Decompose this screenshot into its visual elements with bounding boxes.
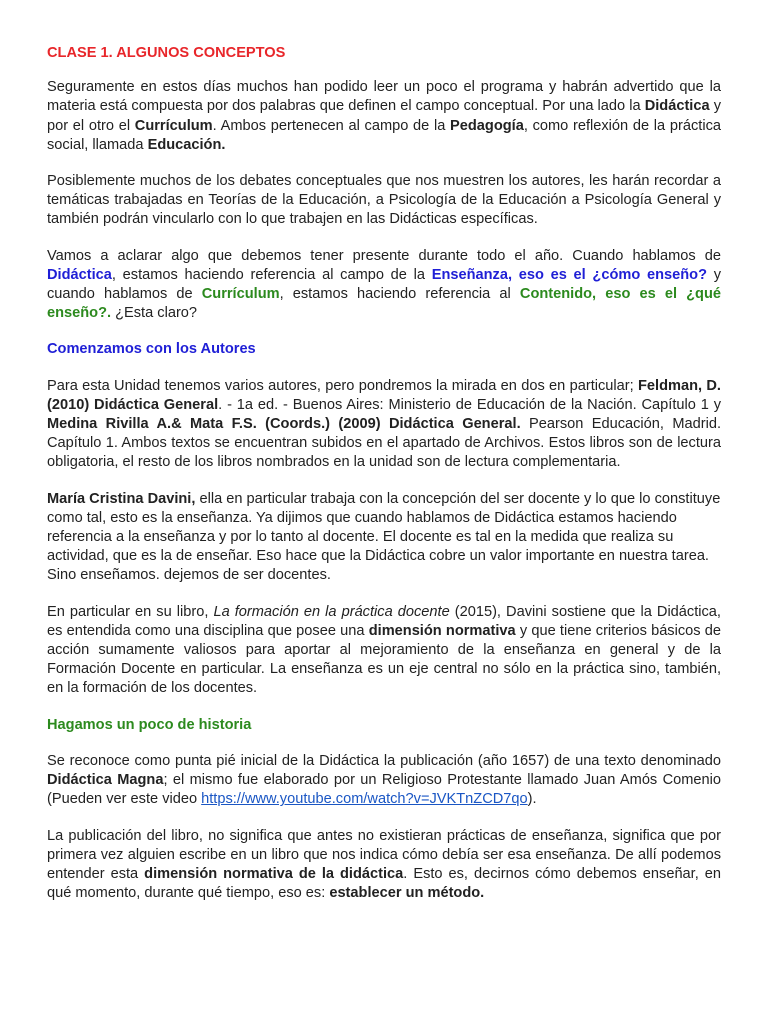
paragraph-intro [47,78,721,155]
text: , como reflexión de la práctica social, llamada [47,117,721,153]
text: Seguramente en estos días muchos han podido leer un poco el programa y habrán advertido que la materia está compuesta por dos palabras que definen el campo conceptual. Por una lado la [47,79,721,115]
paragraph-history [47,752,721,810]
author-davini: María Cristina Davini, [47,490,196,507]
text: y que tiene criterios básicos de acción sumamente valiosos para aportar al mejoramiento de la enseñanza en general y de la Formación Docente en particular. La enseñanza es un eje central no sólo en la práctica sino, también, en la formación de los docentes. [47,622,721,697]
reference-feldman: Feldman, D. (2010) Didáctica General [47,377,721,413]
text: (2015), Davini sostiene que la Didáctica, es entendida como una disciplina que posee una [47,603,721,639]
book-title: La formación en la práctica docente [213,603,450,620]
text: En particular en su libro, [47,603,214,620]
paragraph-debates: Posiblemente muchos de los debates conceptuales que nos muestren los autores, les harán recordar a temáticas trabajadas en Teorías de la Educación, a Psicología de la Educación a Psicología General y también podrán vincularlo con lo que trabajen en las Didácticas específicas. [47,173,721,228]
page-title: CLASE 1. ALGUNOS CONCEPTOS [47,45,286,61]
paragraph-davini [47,490,721,586]
text: y por el otro el [47,98,721,134]
text: . Esto es, decirnos cómo debemos enseñar, en qué momento, durante qué tiempo, eso es: [47,865,721,902]
text: ). [527,791,537,808]
text: La publicación del libro, no significa que antes no existieran prácticas de enseñanza, significa que por primera vez alguien escribe en un libro que nos indica cómo debía ser esa enseñanza. De allí podemos entender esta [47,827,721,882]
term-curriculum: Currículum [134,117,213,134]
highlight-ensenanza: Enseñanza, eso es el ¿cómo enseño? [431,266,707,283]
text: Vamos a aclarar algo que debemos tener presente durante todo el año. Cuando hablamos de [47,247,721,264]
highlight-contenido: Contenido, eso es el ¿qué enseño?. [47,286,721,322]
term-dimension-normativa: dimensión normativa [368,622,516,639]
term-didactica: Didáctica [644,98,710,115]
term-pedagogia: Pedagogía [450,117,524,134]
paragraph-method [47,827,721,904]
youtube-video-link[interactable]: https://www.youtube.com/watch?v=JVKTnZCD7qo [201,791,528,808]
text: y cuando hablamos de [47,266,721,303]
text: . - 1a ed. - Buenos Aires: Ministerio de Educación de la Nación. Capítulo 1 y [218,396,722,413]
text: Para esta Unidad tenemos varios autores, pero pondremos la mirada en dos en particular; [47,377,639,394]
highlight-curriculum: Currículum [201,286,280,303]
paragraph-authors [47,377,721,473]
term-metodo: establecer un método. [329,885,485,902]
text: . Ambos pertenecen al campo de la [212,117,451,134]
section-heading-authors: Comenzamos con los Autores [47,341,256,358]
paragraph-davini-book [47,603,721,699]
text: , estamos haciendo referencia al campo de la [111,266,432,283]
term-didactica-magna: Didáctica Magna [47,772,164,789]
text: ¿Esta claro? [111,305,198,322]
paragraph-clarify [47,247,721,324]
reference-medina: Medina Rivilla A.& Mata F.S. (Coords.) (2009) Didáctica General. [47,416,521,433]
text: Pearson Educación, Madrid. Capítulo 1. Ambos textos se encuentran subidos en el apartado de Archivos. Estos libros son de lectura obligatoria, el resto de los libros nombrados en la unidad son de lectura complementaria. [47,416,721,471]
text: ; el mismo fue elaborado por un Religioso Protestante llamado Juan Amós Comenio (Pueden ver este video [47,772,721,808]
text: ella en particular trabaja con la concepción del ser docente y lo que lo constituye como tal, esto es la enseñanza. Ya dijimos que cuando hablamos de Didáctica estamos haciendo referencia a la enseñanza y por lo tanto al docente. El docente es tal en la medida que realiza su actividad, que es la de enseñar. Eso hace que la Didáctica cobre un valor importante en nuestra tarea. Sino enseñamos. dejemos de ser docentes. [47,490,721,584]
text: Se reconoce como punta pié inicial de la Didáctica la publicación (año 1657) de una texto denominado [47,752,721,769]
text: , estamos haciendo referencia al [279,286,520,303]
section-heading-history: Hagamos un poco de historia [47,716,252,733]
highlight-didactica: Didáctica [47,266,112,283]
term-dimension-normativa-didactica: dimensión normativa de la didáctica [144,865,404,882]
term-educacion: Educación. [147,136,226,153]
